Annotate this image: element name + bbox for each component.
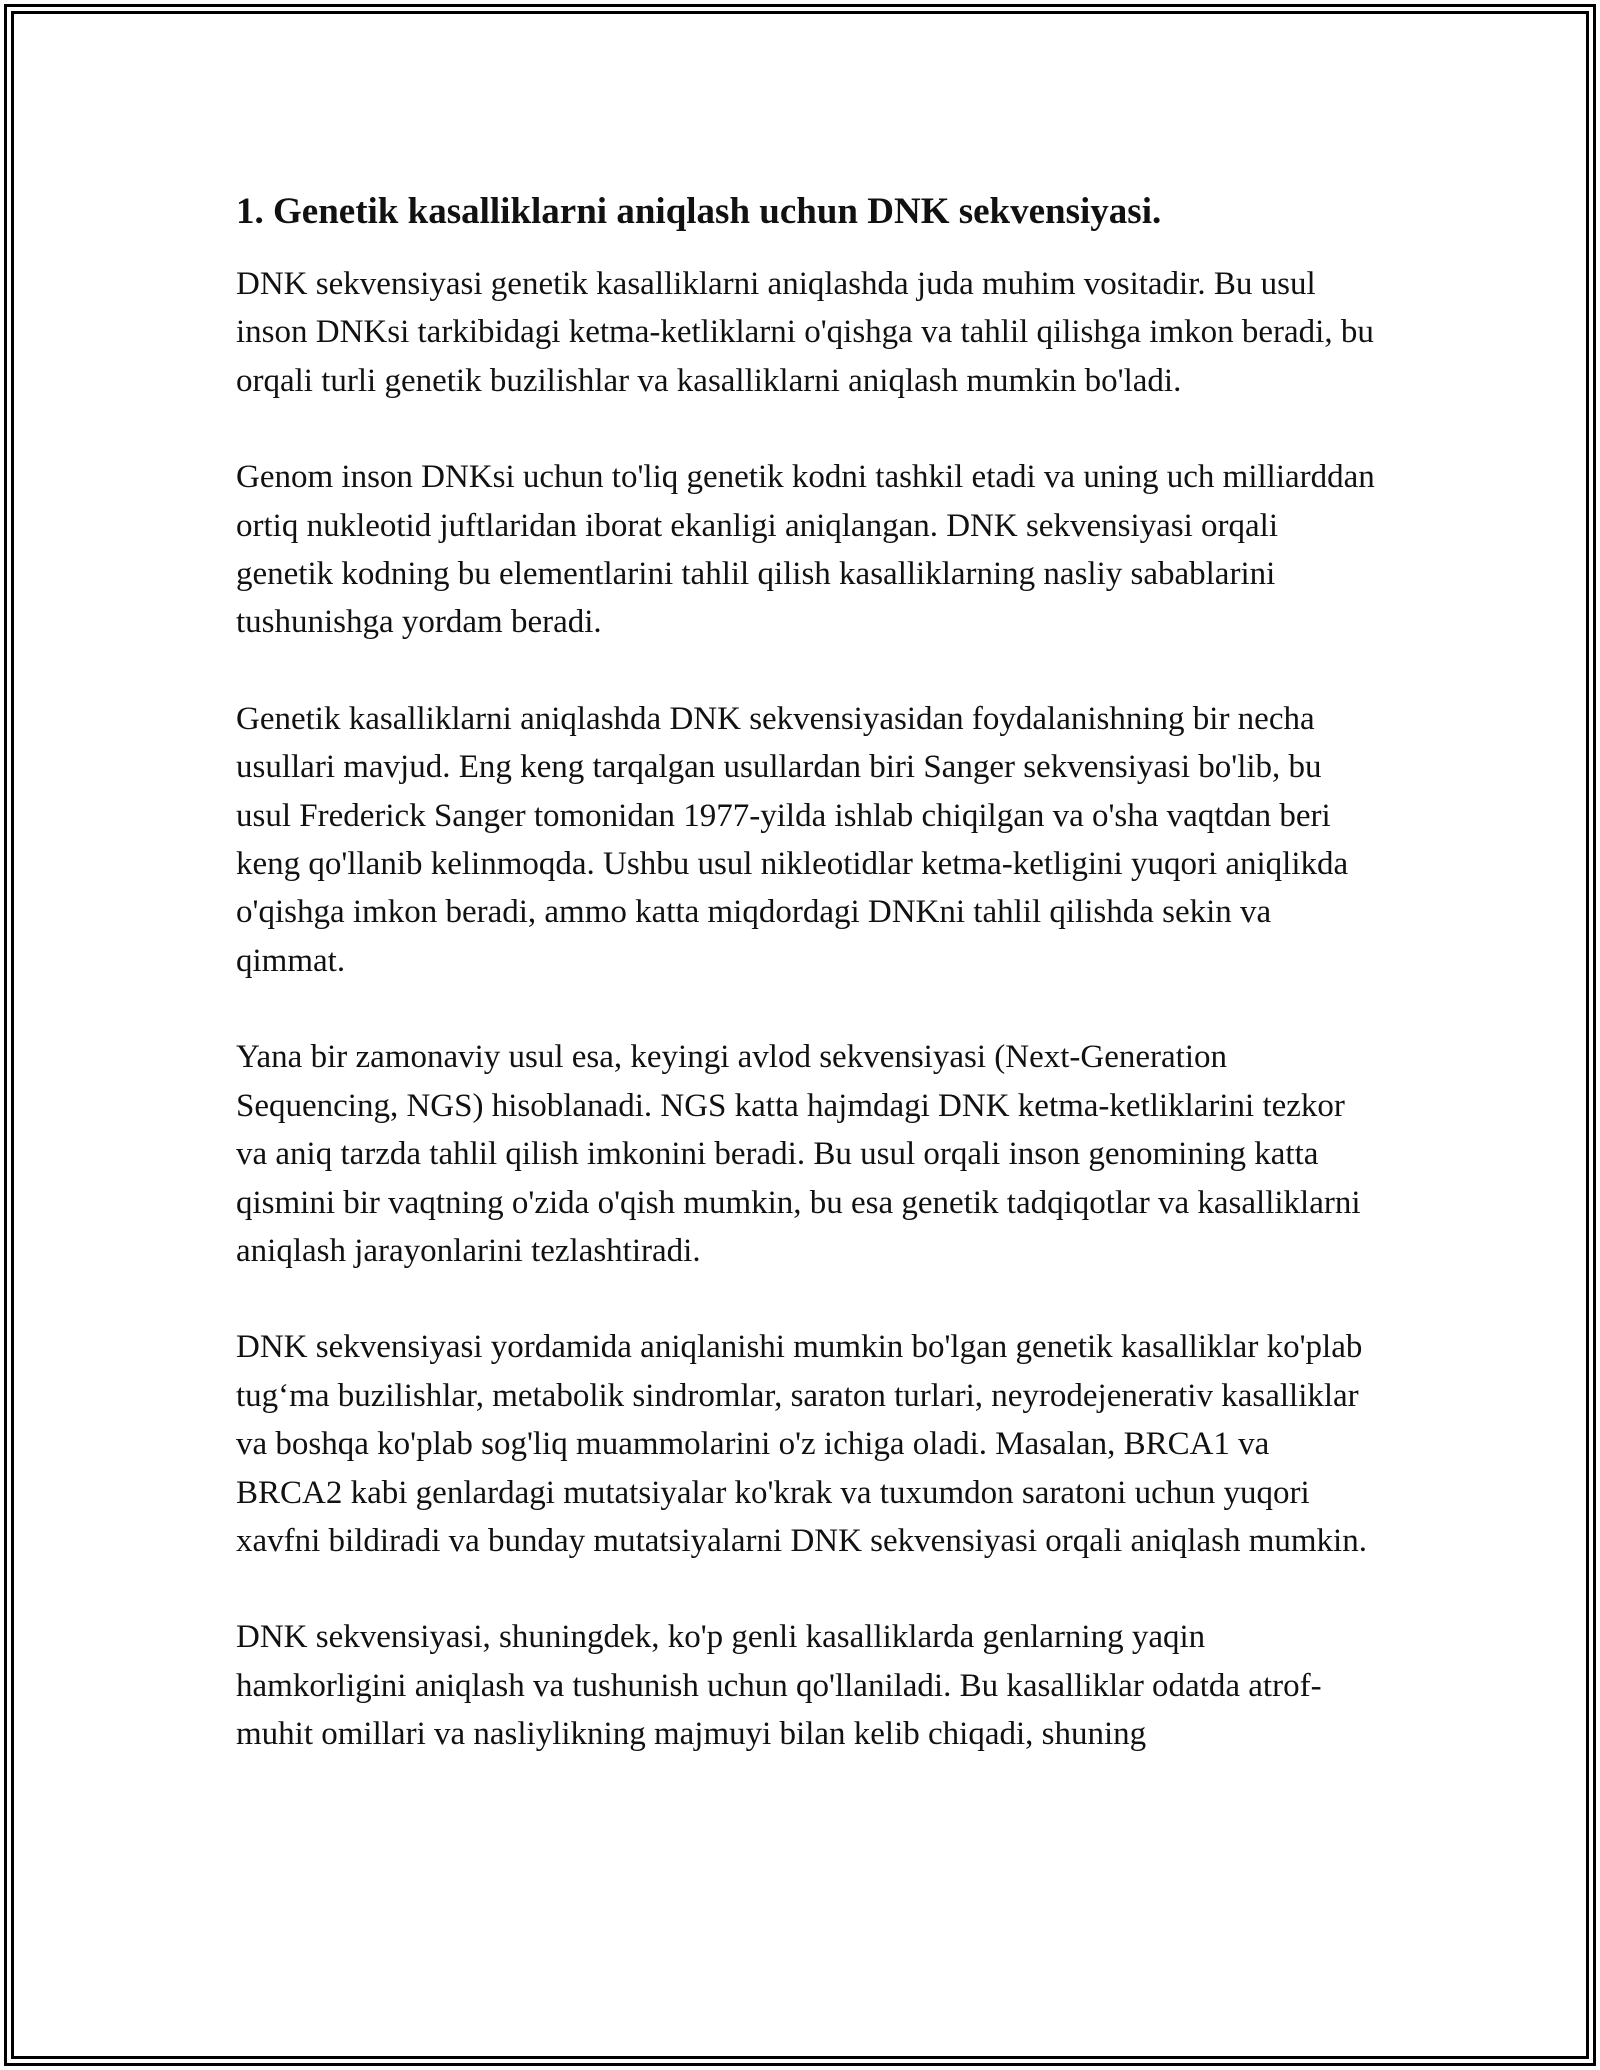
paragraph-2: Genom inson DNKsi uchun to'liq genetik kodni tashkil etadi va uning uch milliarddan ortiq nukleotid juftlaridan iborat ekanligi aniqlangan. DNK sekvensiyasi orqali genetik kodning bu elementlarini tahlil qilish kasalliklarning nasliy sabablarini tushunishga yordam beradi. — [236, 459, 1375, 641]
paragraph-5: DNK sekvensiyasi yordamida aniqlanishi mumkin bo'lgan genetik kasalliklar ko'plab tug‘ma buzilishlar, metabolik sindromlar, saraton turlari, neyrodejenerativ kasalliklar va boshqa ko'plab sog'liq muammolarini o'z ichiga oladi. Masalan, BRCA1 va BRCA2 kabi genlardagi mutatsiyalar ko'krak va tuxumdon saratoni uchun yuqori xavfni bildiradi va bunday mutatsiyalarni DNK sekvensiyasi orqali aniqlash mumkin. — [236, 1329, 1367, 1559]
paragraph-4: Yana bir zamonaviy usul esa, keyingi avlod sekvensiyasi (Next-Generation Sequencing, NGS) hisoblanadi. NGS katta hajmdagi DNK ketma-ketliklarini tezkor va aniq tarzda tahlil qilish imkonini beradi. Bu usul orqali inson genomining katta qismini bir vaqtning o'zida o'qish mumkin, bu esa genetik tadqiqotlar va kasalliklarni aniqlash jarayonlarini tezlashtiradi. — [236, 1039, 1361, 1269]
paragraph-6: DNK sekvensiyasi, shuningdek, ko'p genli kasalliklarda genlarning yaqin hamkorligini aniqlash va tushunish uchun qo'llaniladi. Bu kasalliklar odatda atrof-muhit omillari va nasliylikning majmuyi bilan kelib chiqadi, shuning — [236, 1619, 1322, 1753]
paragraph-1: DNK sekvensiyasi genetik kasalliklarni aniqlashda juda muhim vositadir. Bu usul inson DNKsi tarkibidagi ketma-ketliklarni o'qishga va tahlil qilishga imkon beradi, bu orqali turli genetik buzilishlar va kasalliklarni aniqlash mumkin bo'ladi. — [236, 266, 1374, 399]
paragraph-3: Genetik kasalliklarni aniqlashda DNK sekvensiyasidan foydalanishning bir necha usullari mavjud. Eng keng tarqalgan usullardan biri Sanger sekvensiyasi bo'lib, bu usul Frederick Sanger tomonidan 1977-yilda ishlab chiqilgan va o'sha vaqtdan beri keng qo'llanib kelinmoqda. Ushbu usul nikleotidlar ketma-ketligini yuqori aniqlikda o'qishga imkon beradi, ammo katta miqdordagi DNKni tahlil qilishda sekin va qimmat. — [236, 700, 1349, 979]
document-body — [236, 188, 1376, 1807]
section-heading: 1. Genetik kasalliklarni aniqlash uchun DNK sekvensiyasi. — [236, 191, 1162, 232]
